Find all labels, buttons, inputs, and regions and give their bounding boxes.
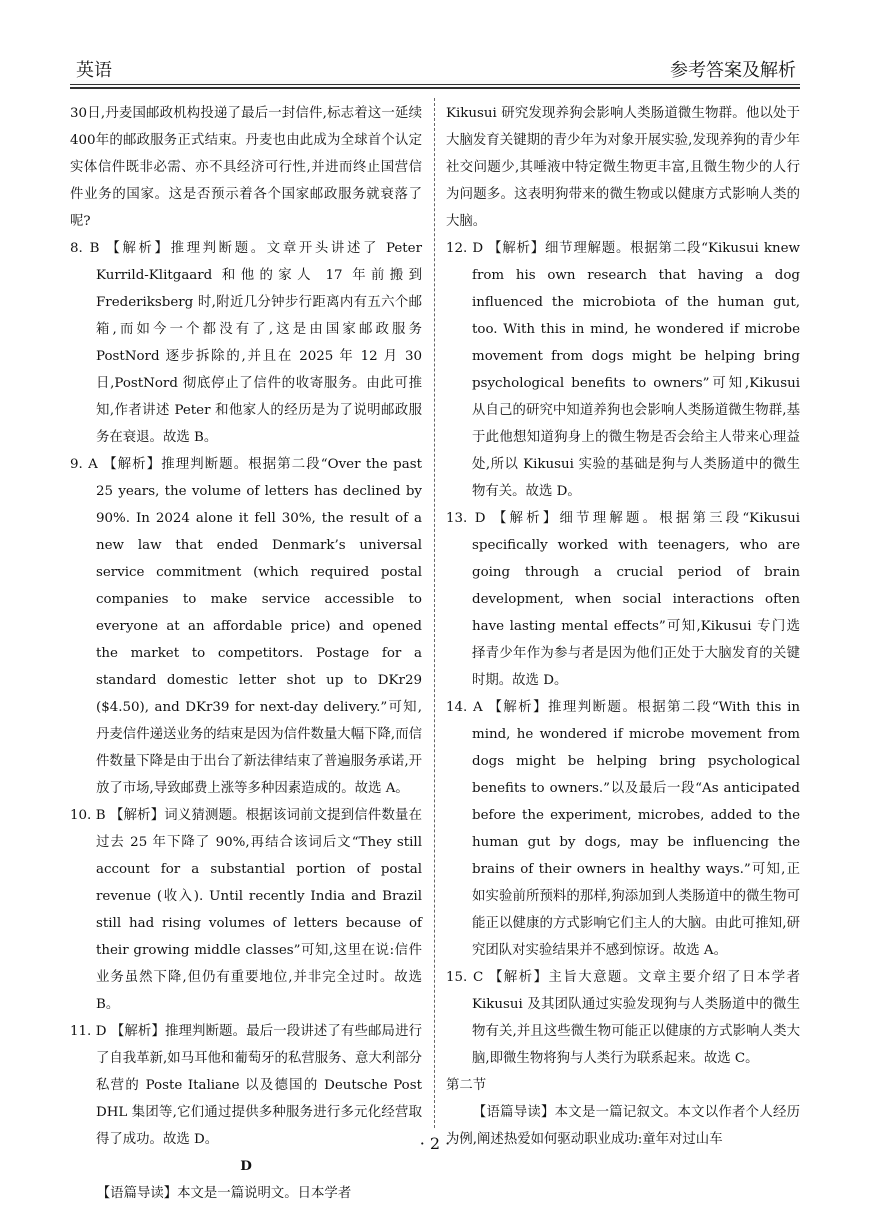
answer-item: 11. D 【解析】推理判断题。最后一段讲述了有些邮局进行了自我革新,如马耳他和葡萄牙的私营服务、意大利部分私营的 Poste Italiane 以及德国的 Deutsche Post DHL 集团等,它们通过提供多种服务进行多元化经营取得了成功。故选 D。 [70, 1024, 422, 1147]
column-divider [434, 98, 435, 1128]
section-heading: D [240, 1158, 252, 1174]
subject-label: 英语 [76, 60, 112, 81]
answer-item: 13. D 【解析】细节理解题。根据第三段“Kikusui specifically worked with teenagers, who are going through a crucial period of brain development, when social interactions often have lasting mental effects”可知,Kikusui 专门选择青少年作为参与者是因为他们正处于大脑发育的关键时期。故选 D。 [446, 511, 800, 688]
page-number: · 2 · [419, 1134, 451, 1153]
answer-item: 12. D 【解析】细节理解题。根据第二段“Kikusui knew from his own research that having a dog influenced the microbiota of the human gut, too. With this in mind, he wondered if microbe movement from dogs might be helping bring psychological benefits to owners”可知,Kikusui 从自己的研究中知道养狗也会影响人类肠道微生物群,基于此他想知道狗身上的微生物是否会给主人带来心理益处,所以 Kikusui 实验的基础是狗与人类肠道中的微生物有关。故选 D。 [446, 241, 800, 499]
answer-item: 10. B 【解析】词义猜测题。根据该词前文提到信件数量在过去 25 年下降了 90%,再结合该词后文“They still account for a substantial portion of postal revenue (收入). Until recently India and Brazil still had rising volumes of letters because of their growing middle classes”可知,这里在说:信件业务虽然下降,但仍有重要地位,并非完全过时。故选 B。 [70, 808, 422, 1012]
header-rule-thin [70, 84, 800, 85]
answer-item: 8. B 【解析】推理判断题。文章开头讲述了 Peter Kurrild-Klitgaard 和他的家人 17 年前搬到 Frederiksberg 时,附近几分钟步行距离内有五六个邮箱,而如今一个都没有了,这是由国家邮政服务 PostNord 逐步拆除的,并且在 2025 年 12 月 30 日,PostNord 彻底停止了信件的收寄服务。由此可推知,作者讲述 Peter 和他家人的经历是为了说明邮政服务在衰退。故选 B。 [70, 241, 422, 445]
page-header [70, 54, 800, 84]
right-column [446, 100, 800, 1153]
left-column [70, 100, 422, 1207]
section-label: 参考答案及解析 [670, 60, 796, 81]
answer-item: 9. A 【解析】推理判断题。根据第二段“Over the past 25 years, the volume of letters has declined by 90%. In 2024 alone it fell 30%, the result of a new law that ended Denmark’s universal service commitment (which required postal companies to make service accessible to everyone at an affordable price) and opened the market to competitors. Postage for a standard domestic letter shot up to DKr29 ($4.50), and DKr39 for next-day delivery.”可知,丹麦信件递送业务的结束是因为信件数量大幅下降,而信件数量下降是由于出台了新法律结束了普遍服务承诺,开放了市场,导致邮费上涨等多种因素造成的。故选 A。 [70, 457, 422, 796]
paragraph: 第二节 [446, 1078, 487, 1093]
paragraph: 30日,丹麦国邮政机构投递了最后一封信件,标志着这一延续400年的邮政服务正式结束。丹麦也由此成为全球首个认定实体信件既非必需、亦不具经济可行性,并进而终止国营信件业务的国家。这是否预示着各个国家邮政服务就衰落了呢? [70, 106, 422, 229]
answer-item: 15. C 【解析】主旨大意题。文章主要介绍了日本学者 Kikusui 及其团队通过实验发现狗与人类肠道中的微生物有关,并且这些微生物可能正以健康的方式影响人类大脑,即微生物将狗与人类行为联系起来。故选 C。 [446, 970, 800, 1066]
answer-item: 14. A 【解析】推理判断题。根据第二段“With this in mind, he wondered if microbe movement from dogs might be helping bring psychological benefits to owners.”以及最后一段“As anticipated before the experiment, microbes, added to the human gut by dogs, may be influencing the brains of their owners in healthy ways.”可知,正如实验前所预料的那样,狗添加到人类肠道中的微生物可能正以健康的方式影响它们主人的大脑。由此可推知,研究团队对实验结果并不感到惊讶。故选 A。 [446, 700, 800, 958]
paragraph: Kikusui 研究发现养狗会影响人类肠道微生物群。他以处于大脑发育关键期的青少年为对象开展实验,发现养狗的青少年社交问题少,其唾液中特定微生物更丰富,且微生物少的人行为问题多。这表明狗带来的微生物或以健康方式影响人类的大脑。 [446, 106, 800, 229]
paragraph: 【语篇导读】本文是一篇说明文。日本学者 [96, 1186, 352, 1201]
paragraph: 【语篇导读】本文是一篇记叙文。本文以作者个人经历为例,阐述热爱如何驱动职业成功:童年对过山车 [446, 1105, 800, 1147]
header-rule-thick [70, 87, 800, 89]
